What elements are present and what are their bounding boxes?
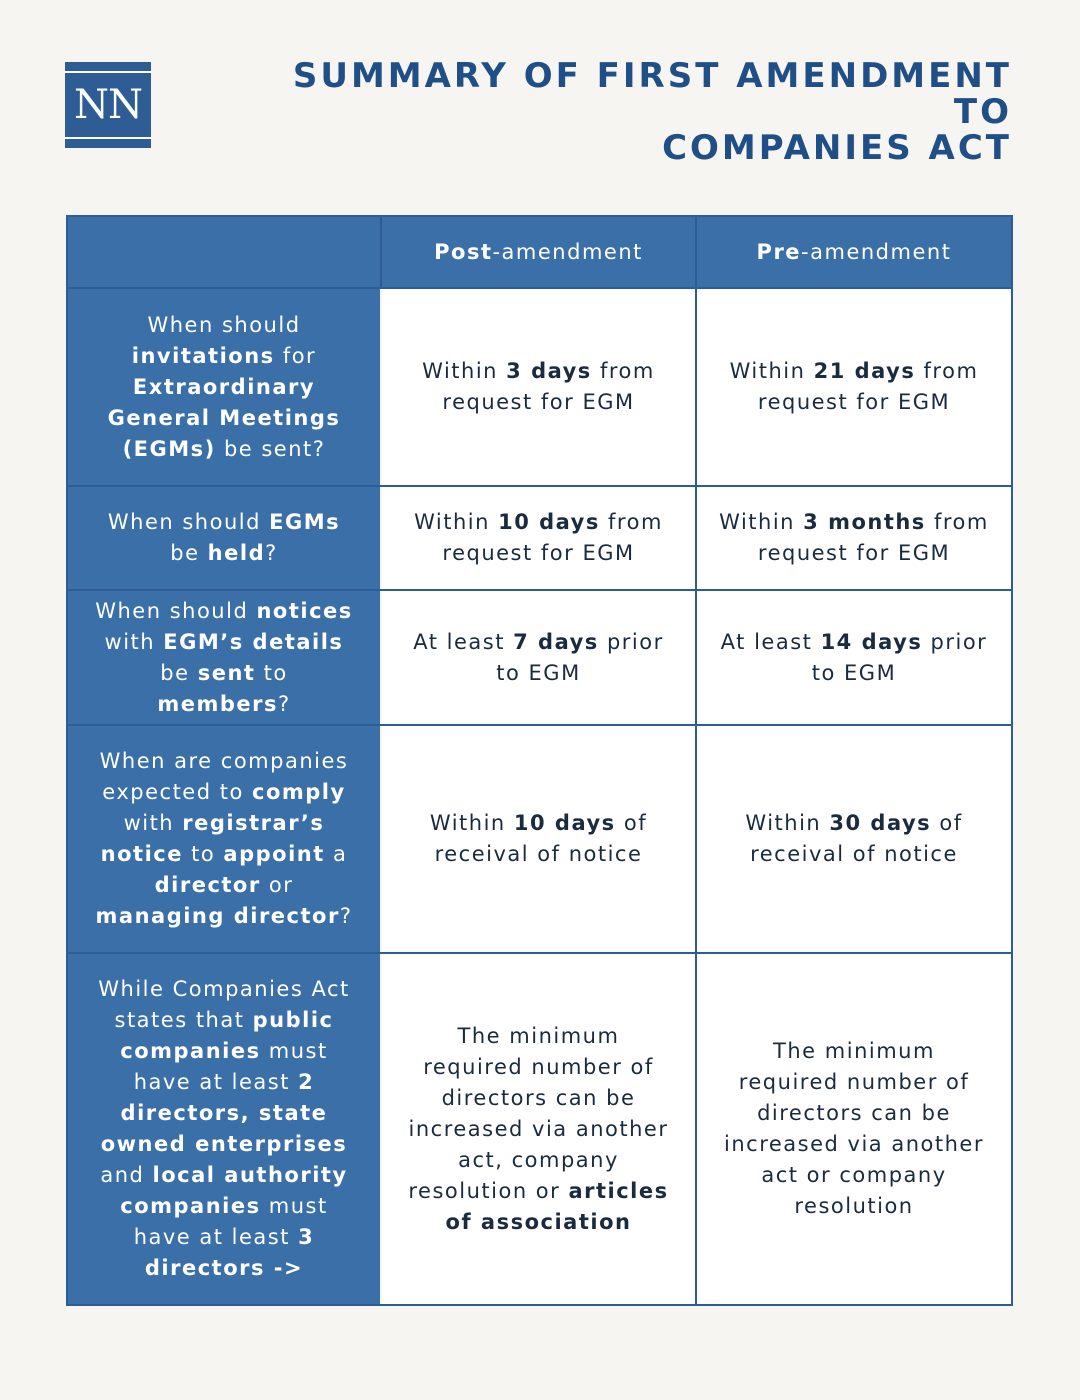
question-cell: When are companies expected to comply with registrar’s notice to appoint a director or managing director? bbox=[67, 725, 381, 953]
table-row bbox=[67, 486, 1012, 590]
title-line-1: SUMMARY OF FIRST AMENDMENT TO bbox=[292, 56, 1012, 132]
logo bbox=[65, 62, 151, 148]
question-cell: When should EGMs be held? bbox=[67, 486, 381, 590]
question-cell: When should notices with EGM’s details be sent to members? bbox=[67, 590, 381, 725]
header-pre-amendment: Pre-amendment bbox=[696, 216, 1012, 288]
table-row bbox=[67, 590, 1012, 725]
post-amendment-cell: Within 10 days of receival of notice bbox=[381, 725, 696, 953]
pre-amendment-cell: Within 30 days of receival of notice bbox=[696, 725, 1012, 953]
table-row bbox=[67, 725, 1012, 953]
header-empty bbox=[67, 216, 381, 288]
table-row bbox=[67, 288, 1012, 486]
header-post-amendment: Post-amendment bbox=[381, 216, 696, 288]
question-cell: When should invitations for Extraordinary General Meetings (EGMs) be sent? bbox=[67, 288, 381, 486]
comparison-table bbox=[66, 215, 1013, 1306]
post-amendment-cell: The minimum required number of directors can be increased via another act, company resolution or articles of association bbox=[381, 953, 696, 1305]
table-row bbox=[67, 953, 1012, 1305]
logo-text: NN bbox=[65, 71, 151, 139]
post-amendment-cell: Within 10 days from request for EGM bbox=[381, 486, 696, 590]
pre-amendment-cell: The minimum required number of directors can be increased via another act or company resolution bbox=[696, 953, 1012, 1305]
pre-amendment-cell: Within 3 months from request for EGM bbox=[696, 486, 1012, 590]
header-row bbox=[67, 216, 1012, 288]
post-amendment-cell: Within 3 days from request for EGM bbox=[381, 288, 696, 486]
question-cell: While Companies Act states that public companies must have at least 2 directors, state owned enterprises and local authority companies must have at least 3 directors -> bbox=[67, 953, 381, 1305]
title-line-2: COMPANIES ACT bbox=[662, 128, 1012, 168]
pre-amendment-cell: At least 14 days prior to EGM bbox=[696, 590, 1012, 725]
pre-amendment-cell: Within 21 days from request for EGM bbox=[696, 288, 1012, 486]
post-amendment-cell: At least 7 days prior to EGM bbox=[381, 590, 696, 725]
page-title bbox=[232, 58, 1012, 166]
